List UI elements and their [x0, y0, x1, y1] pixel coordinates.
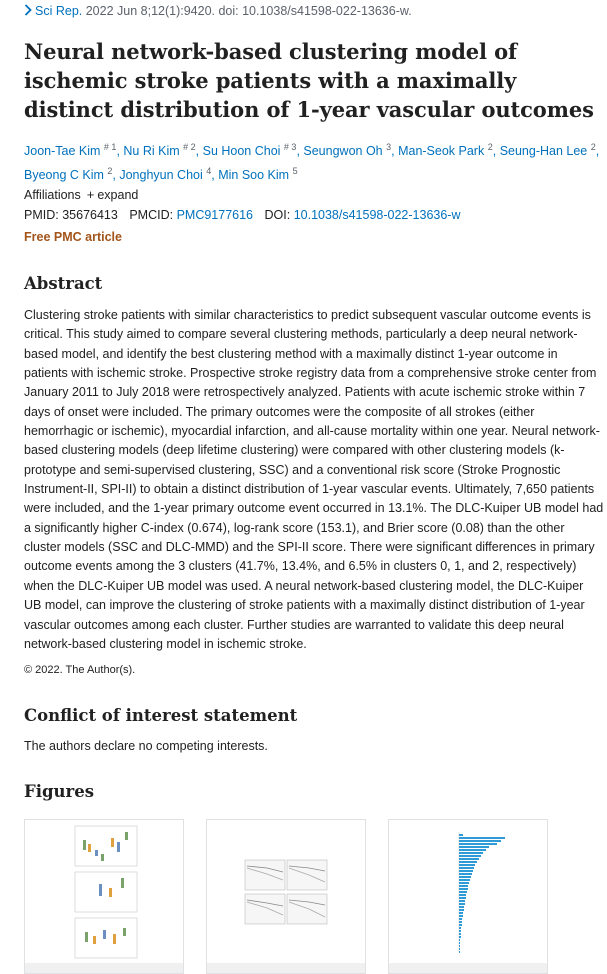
- author-link[interactable]: Min Soo Kim: [218, 168, 290, 183]
- author-link[interactable]: Nu Ri Kim: [123, 144, 180, 159]
- thumbnail-footer: [389, 963, 547, 973]
- conflict-text: The authors declare no competing interests.: [24, 739, 268, 753]
- figure-3-bar: [459, 840, 501, 842]
- journal-link[interactable]: Sci Rep.: [35, 4, 83, 18]
- figure-3-bar: [459, 945, 460, 947]
- figure-3-bar: [459, 834, 463, 836]
- author-affiliation-marker: 5: [292, 166, 298, 177]
- author-link[interactable]: Jonghyun Choi: [119, 168, 203, 183]
- figure-3-bar: [459, 921, 462, 923]
- author-affiliation-marker: 2: [107, 166, 113, 177]
- figure-3-bar: [459, 888, 468, 890]
- identifiers: [24, 208, 460, 222]
- affiliations-expand-label: expand: [97, 188, 139, 202]
- figure-3-bar: [459, 849, 486, 851]
- affiliations-label: Affiliations: [24, 188, 81, 202]
- figure-2-image: [207, 820, 365, 964]
- figure-3-bar: [459, 894, 466, 896]
- author-link[interactable]: Su Hoon Choi: [202, 144, 281, 159]
- conflict-heading: Conflict of interest statement: [24, 706, 298, 725]
- figure-3-bar: [459, 843, 497, 845]
- citation-details: 2022 Jun 8;12(1):9420. doi: 10.1038/s41598-022-13636-w.: [85, 4, 412, 18]
- figure-3-image: [389, 820, 547, 964]
- pmid-label: PMID:: [24, 208, 59, 222]
- thumbnail-footer: [25, 963, 183, 973]
- author-list: Joon-Tae Kim $^{\# 1}$, Nu Ri Kim $^{\# 2}$, Su Hoon Choi $^{\# 3}$, Seungwon Oh $^3$, Man-Seok Park $^2$, Seung-Han Lee $^2$, Byeong C Kim $^2$, Jonghyun Choi $^4$, Min Soo Kim $^5$: [24, 142, 600, 183]
- figure-3-bar: [459, 951, 460, 953]
- copyright-notice: © 2022. The Author(s).: [24, 664, 136, 676]
- author-affiliation-marker: # 1: [103, 142, 117, 152]
- pmcid-link[interactable]: PMC9177616: [176, 208, 254, 222]
- figure-3-bar: [459, 873, 472, 875]
- figure-3-bar: [459, 936, 461, 938]
- author-affiliation-marker: 3: [386, 142, 392, 152]
- figure-3-bar: [459, 918, 462, 920]
- figure-3-bar: [459, 915, 463, 917]
- figure-3-bar: [459, 846, 489, 848]
- figure-3-bar: [459, 855, 481, 857]
- figure-3-bar: [459, 900, 465, 902]
- author-affiliation-marker: # 3: [283, 142, 297, 152]
- author-affiliation-marker: # 2: [183, 142, 196, 152]
- figure-3-bar: [459, 879, 470, 881]
- figure-3-bar: [459, 852, 483, 854]
- author-affiliation-marker: 2: [487, 142, 493, 152]
- figures-heading: Figures: [24, 782, 94, 801]
- figure-3-bar: [459, 861, 477, 863]
- doi-label: DOI:: [264, 208, 291, 222]
- chevron-right-icon: [24, 4, 32, 16]
- pmcid-label: PMCID:: [129, 208, 174, 222]
- figure-3-bar: [459, 870, 473, 872]
- figure-3-bar: [459, 912, 463, 914]
- plus-icon: +: [86, 187, 95, 202]
- free-pmc-article-badge[interactable]: Free PMC article: [24, 230, 122, 244]
- figure-3-bar: [459, 909, 464, 911]
- figure-3-bar: [459, 939, 460, 941]
- author-link[interactable]: Joon-Tae Kim: [24, 144, 101, 159]
- figure-3-bar: [459, 927, 461, 929]
- author-affiliation-marker: 4: [206, 166, 212, 177]
- figure-3-bar: [459, 858, 479, 860]
- figure-3-bar: [459, 933, 461, 935]
- figure-3-bar: [459, 897, 466, 899]
- figure-3-bar: [459, 924, 462, 926]
- figure-3-thumbnail[interactable]: [388, 819, 548, 974]
- article-title: Neural network-based clustering model of ischemic stroke patients with a maximally distinct distribution of 1-year vascular outcomes: [24, 39, 594, 122]
- figure-3-bar: [459, 942, 460, 944]
- figure-1-image: [25, 820, 183, 964]
- figure-3-bar: [459, 906, 464, 908]
- abstract-heading: Abstract: [24, 274, 103, 293]
- author-link[interactable]: Seung-Han Lee: [499, 144, 588, 159]
- author-link[interactable]: Byeong C Kim: [24, 168, 104, 183]
- author-link[interactable]: Man-Seok Park: [398, 144, 485, 159]
- pmid-value: 35676413: [62, 208, 118, 222]
- figure-3-bar: [459, 891, 467, 893]
- figure-2-thumbnail[interactable]: [206, 819, 366, 974]
- thumbnail-footer: [207, 963, 365, 973]
- figure-3-bar: [459, 903, 465, 905]
- doi-link[interactable]: 10.1038/s41598-022-13636-w: [293, 208, 461, 222]
- abstract-text: Clustering stroke patients with similar characteristics to predict subsequent vascular outcome events is critical. This study aimed to compare several clustering methods, particularly a deep neural network-based model, and identify the best clustering method with a maximally distinct 1-year outcome in patients with ischemic stroke. Prospective stroke registry data from a comprehensive stroke center from January 2011 to July 2018 were retrospectively analyzed. Patients with acute ischemic stroke within 7 days of onset were included. The primary outcomes were the composite of all strokes (either hemorrhagic or ischemic), myocardial infarction, and all-cause mortality within one year. Neural network-based clustering models (deep lifetime clustering) were compared with other clustering models (k-prototype and semi-supervised clustering, SSC) and a conventional risk score (Stroke Prognostic Instrument-II, SPI-II) to obtain a distinct distribution of 1-year vascular events. Ultimately, 7,650 patients were included, and the 1-year primary outcome event occurred in 13.1%. The DLC-Kuiper UB model had a significantly higher C-index (0.674), log-rank score (153.1), and Brier score (0.08) than the other cluster models (SSC and DLC-MMD) and the SPI-II score. There were significant differences in primary outcome events among the 3 clusters (41.7%, 13.4%, and 6.5% in clusters 0, 1, and 2, respectively) when the DLC-Kuiper UB model was used. A neural network-based clustering model, the DLC-Kuiper UB model, can improve the clustering of stroke patients with a maximally distinct distribution of 1-year vascular outcomes among each cluster. Further studies are warranted to validate this deep neural network-based clustering model in ischemic stroke.: [24, 308, 604, 651]
- figure-3-bar: [459, 864, 475, 866]
- figure-3-bar: [459, 837, 505, 839]
- figure-1-thumbnail[interactable]: [24, 819, 184, 974]
- affiliations-toggle[interactable]: [24, 187, 138, 202]
- figure-3-bar: [459, 885, 468, 887]
- figure-3-bar: [459, 876, 471, 878]
- citation-line: [24, 4, 412, 18]
- figure-3-bar: [459, 948, 460, 950]
- author-affiliation-marker: 2: [590, 142, 596, 152]
- figure-3-bar: [459, 882, 469, 884]
- author-link[interactable]: Seungwon Oh: [303, 144, 383, 159]
- figure-3-bar: [459, 867, 474, 869]
- figure-3-bar: [459, 930, 461, 932]
